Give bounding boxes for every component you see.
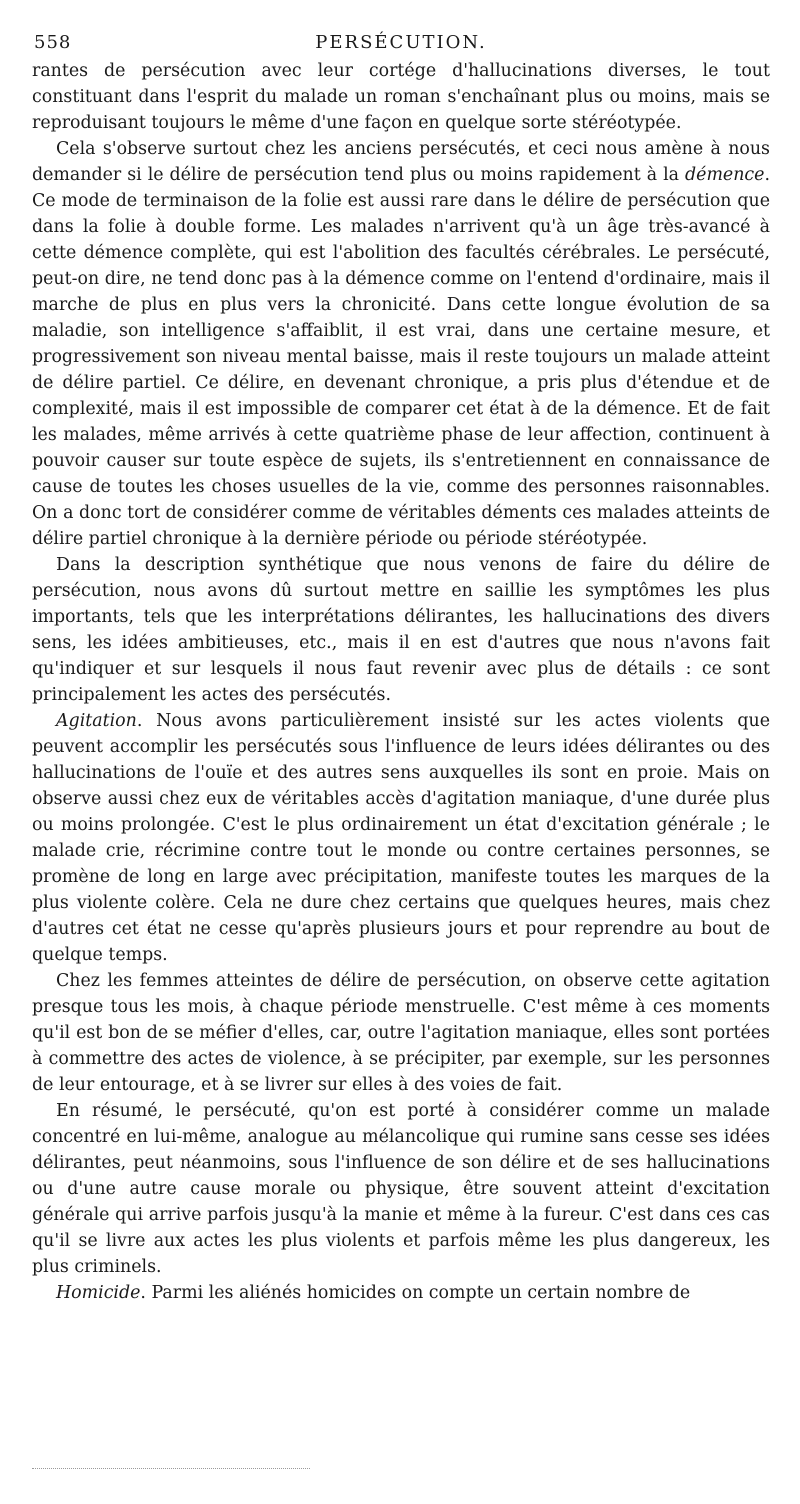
paragraph — [32, 58, 770, 136]
text-run: . Parmi les aliénés homicides on compte un certain nombre de — [140, 1283, 691, 1303]
text-run: . Nous avons particulièrement insisté sur les actes violents que peuvent accomplir les persécutés sous l'influence de leurs idées délirantes ou des hallucinations de l'ouïe et des autres sens auxquelles ils sont en proie. Mais on observe aussi chez eux de véritables accès d'agitation maniaque, d'une durée plus ou moins prolongée. C'est le plus ordinairement un état d'excitation générale ; le malade crie, récrimine contre tout le monde ou contre certaines personnes, se promène de long en large avec précipitation, manifeste toutes les marques de la plus violente colère. Cela ne dure chez certains que quelques heures, mais chez d'autres cet état ne cesse qu'après plusieurs jours et pour reprendre au bout de quelque temps. — [32, 711, 770, 965]
text-run: . Ce mode de terminaison de la folie est aussi rare dans le délire de persécution que dans la folie à double forme. Les malades n'arrivent qu'à un âge très-avancé à cette démence complète, qui est l'abolition des facultés cérébrales. Le persécuté, peut-on dire, ne tend donc pas à la démence comme on l'entend d'ordinaire, mais il marche de plus en plus vers la chronicité. Dans cette longue évolution de sa maladie, son intelligence s'affaiblit, il est vrai, dans une certaine mesure, et progressivement son niveau mental baisse, mais il reste toujours un malade atteint de délire partiel. Ce délire, en devenant chronique, a pris plus d'étendue et de complexité, mais il est impossible de comparer cet état à de la démence. Et de fait les malades, même arrivés à cette quatrième phase de leur affection, continuent à pouvoir causer sur toute espèce de sujets, ils s'entretiennent en connaissance de cause de toutes les choses usuelles de la vie, comme des personnes raisonnables. On a donc tort de considérer comme de véritables déments ces malades atteints de délire partiel chronique à la dernière période ou période stéréotypée. — [32, 165, 770, 549]
page-number: 558 — [34, 32, 72, 53]
italic-term: démence — [685, 165, 765, 185]
body-text — [32, 58, 770, 1306]
paragraph — [32, 1280, 770, 1306]
running-header — [32, 28, 770, 58]
text-run: Chez les femmes atteintes de délire de persécution, on observe cette agitation presque tous les mois, à chaque période menstruelle. C'est même à ces moments qu'il est bon de se méfier d'elles, car, outre l'agitation maniaque, elles sont portées à commettre des actes de violence, à se précipiter, par exemple, sur les personnes de leur entourage, et à se livrer sur elles à des voies de fait. — [32, 971, 770, 1095]
text-run: En résumé, le persécuté, qu'on est porté à considérer comme un malade concentré en lui-même, analogue au mélancolique qui rumine sans cesse ses idées délirantes, peut néanmoins, sous l'influence de son délire et de ses hallucinations ou d'une autre cause morale ou physique, être souvent atteint d'excitation générale qui arrive parfois jusqu'à la manie et même à la fureur. C'est dans ces cas qu'il se livre aux actes les plus violents et parfois même les plus dangereux, les plus criminels. — [32, 1101, 770, 1277]
running-title: PERSÉCUTION. — [315, 32, 487, 53]
italic-term: Homicide — [56, 1283, 141, 1303]
italic-term: Agitation — [56, 711, 137, 731]
book-page — [32, 28, 770, 1306]
paragraph — [32, 968, 770, 1098]
footer-rule — [32, 1468, 310, 1469]
text-run: rantes de persécution avec leur cortége d'hallucinations diverses, le tout constituant dans l'esprit du malade un roman s'enchaînant plus ou moins, mais se reproduisant toujours le même d'une façon en quelque sorte stéréotypée. — [32, 61, 770, 133]
text-run: Dans la description synthétique que nous venons de faire du délire de persécution, nous avons dû surtout mettre en saillie les symptômes les plus importants, tels que les interprétations délirantes, les hallucinations des divers sens, les idées ambitieuses, etc., mais il en est d'autres que nous n'avons fait qu'indiquer et sur lesquels il nous faut revenir avec plus de détails : ce sont principalement les actes des persécutés. — [32, 555, 770, 705]
paragraph — [32, 552, 770, 708]
text-run: Cela s'observe surtout chez les anciens persécutés, et ceci nous amène à nous demander si le délire de persécution tend plus ou moins rapidement à la — [32, 139, 770, 185]
paragraph — [32, 1098, 770, 1280]
paragraph — [32, 708, 770, 968]
paragraph — [32, 136, 770, 552]
